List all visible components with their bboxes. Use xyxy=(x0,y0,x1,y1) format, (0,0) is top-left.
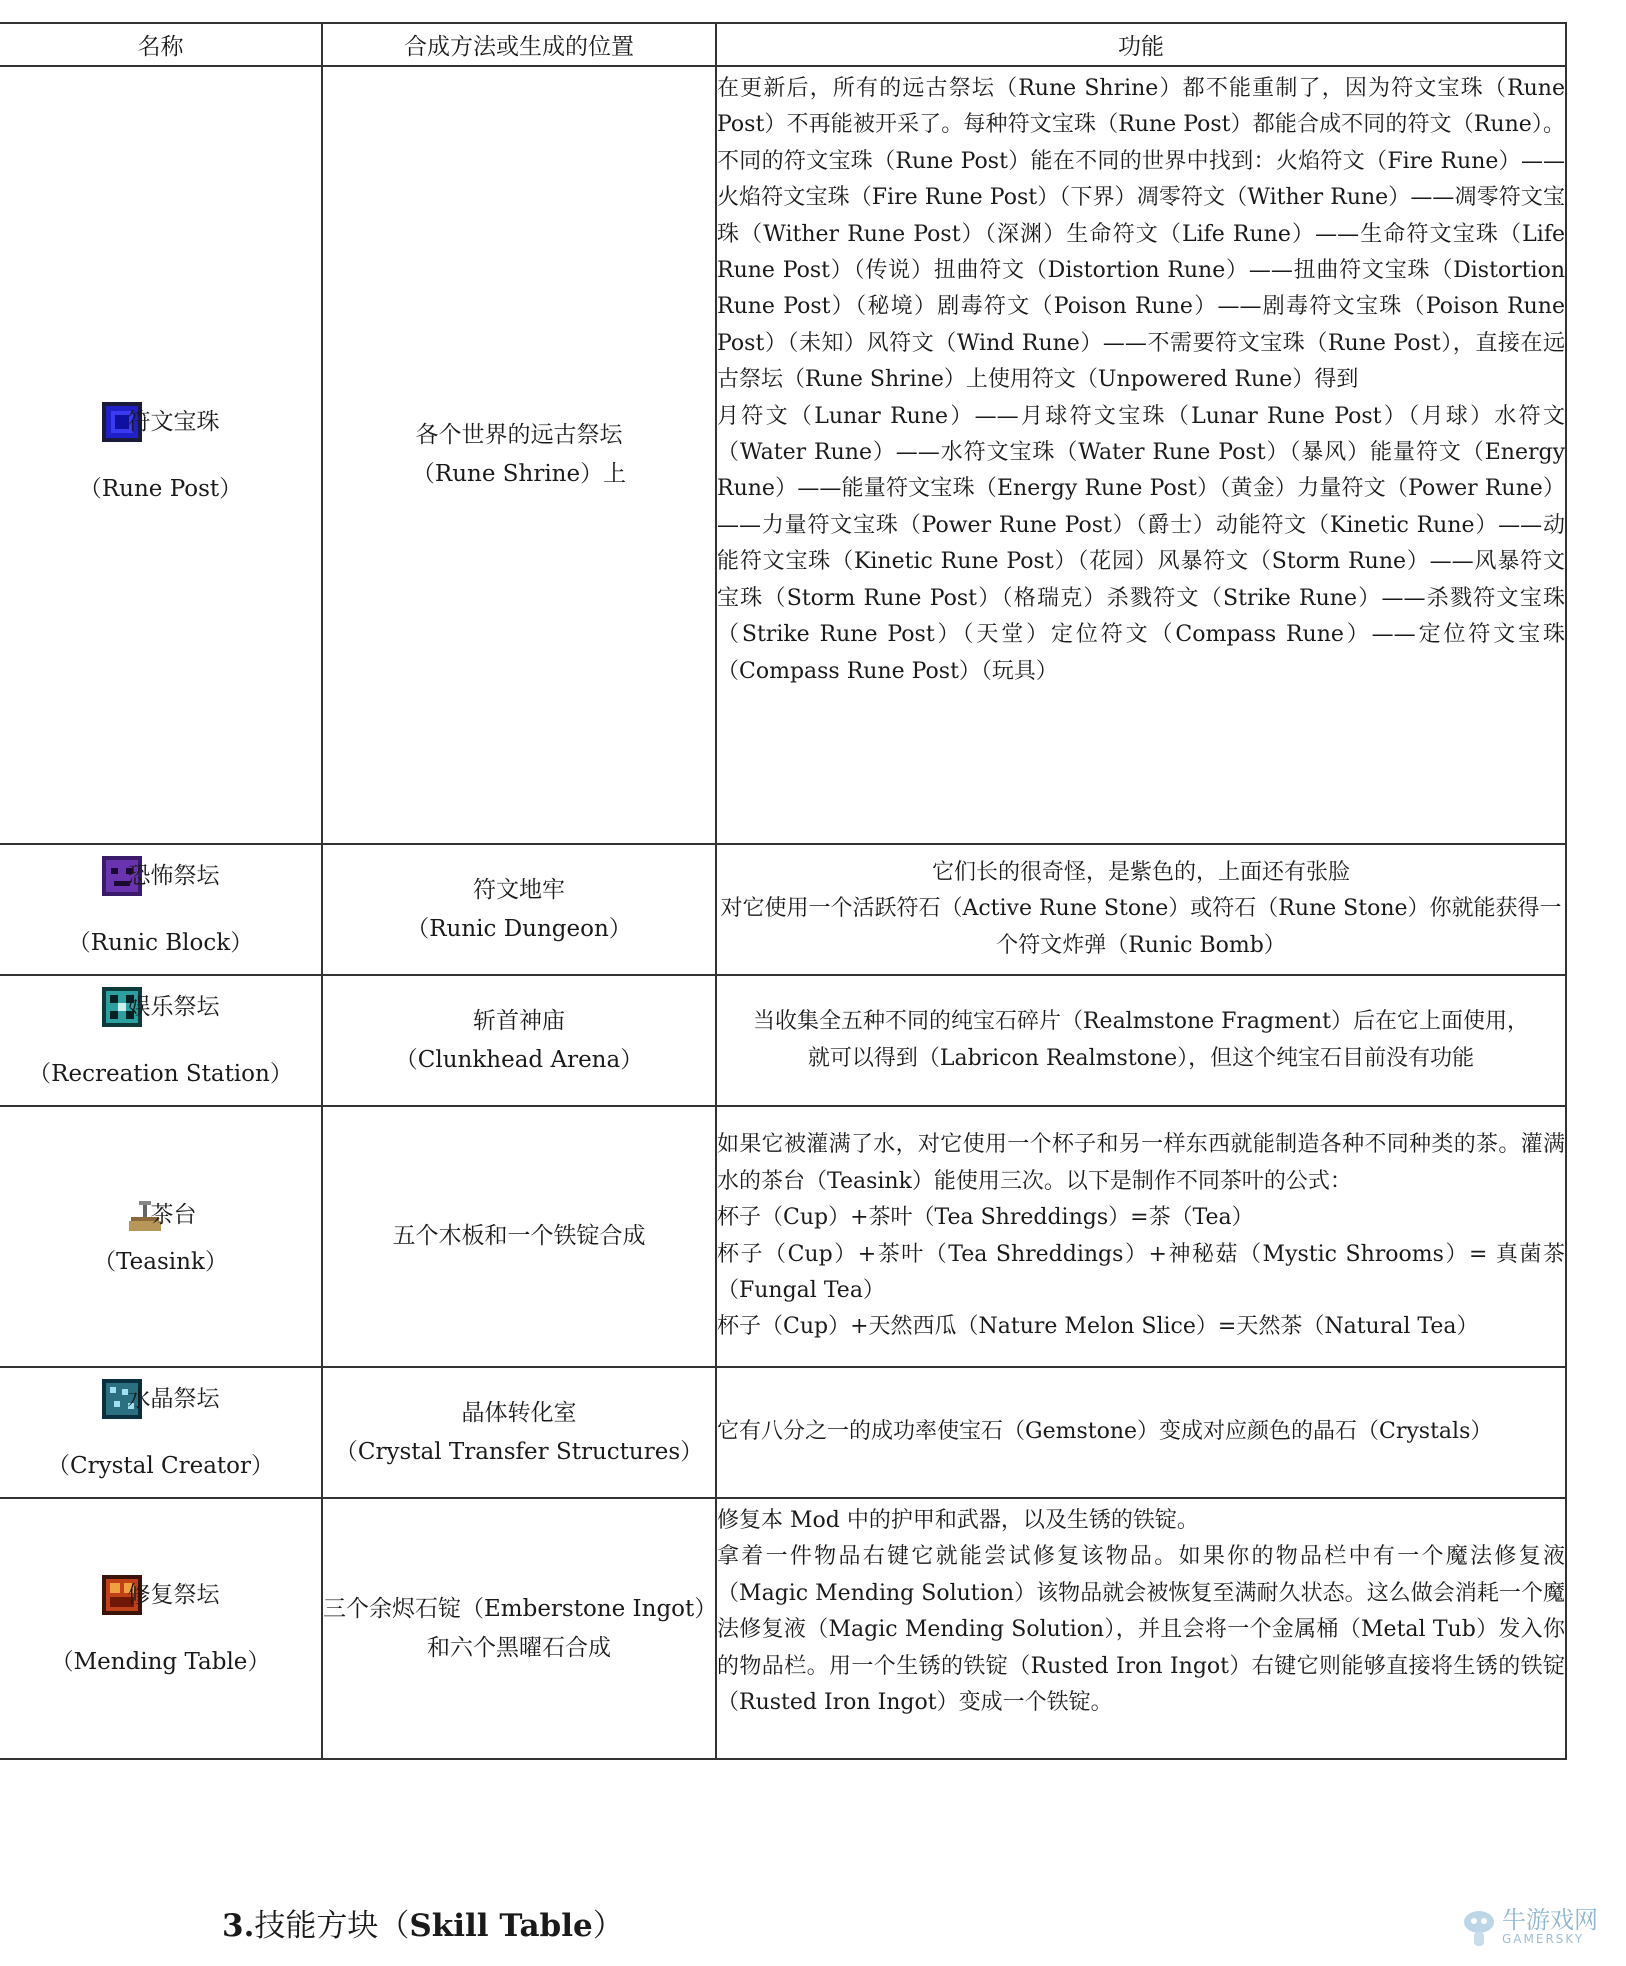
watermark-sub: GAMERSKY xyxy=(1502,1932,1585,1946)
function-cell xyxy=(716,975,1566,1106)
location-line: 三个余烬石锭（Emberstone Ingot） xyxy=(323,1595,718,1622)
location-cell xyxy=(322,844,716,975)
item-name-en: （Mending Table） xyxy=(50,1649,271,1675)
item-name-en: （Crystal Creator） xyxy=(46,1453,274,1479)
name-cell xyxy=(0,1367,322,1498)
section-title-close: ） xyxy=(592,1908,624,1944)
function-text: 杯子（Cup）+茶叶（Tea Shreddings）=茶（Tea） xyxy=(717,1205,1254,1231)
function-text: 杯子（Cup）+天然西瓜（Nature Melon Slice）=天然茶（Natural Tea） xyxy=(717,1314,1479,1340)
name-cell xyxy=(0,1498,322,1759)
location-line: 各个世界的远古祭坛 xyxy=(415,422,623,448)
section-title-en: Skill Table xyxy=(409,1908,593,1944)
function-text: 月符文（Lunar Rune）——月球符文宝珠（Lunar Rune Post）（月球）水符文（Water Rune）——水符文宝珠（Water Rune Post）（暴风）能量符文（Energy Rune）——能量符文宝珠（Energy Rune Post）（黄金）力量符文（Power Rune）——力量符文宝珠（Power Rune Post）（爵士）动能符文（Kinetic Rune）——动能符文宝珠（Kinetic Rune Post）（花园）风暴符文（Storm Rune）——风暴符文宝珠（Storm Rune Post）（格瑞克）杀戮符文（Strike Rune）——杀戮符文宝珠（Strike Rune Post）（天堂）定位符文（Compass Rune）——定位符文宝珠（Compass Rune Post）（玩具） xyxy=(717,403,1565,684)
table-row xyxy=(0,66,1566,844)
location-line: 斩首神庙 xyxy=(473,1007,565,1034)
table-header-row xyxy=(0,23,1566,66)
location-line: 符文地牢 xyxy=(473,876,565,903)
section-heading xyxy=(222,1900,624,1945)
item-name: 茶台 xyxy=(150,1201,197,1228)
header-name: 名称 xyxy=(0,23,322,66)
item-name-en: （Runic Block） xyxy=(67,930,254,956)
function-cell xyxy=(716,1367,1566,1498)
location-line: 五个木板和一个铁锭合成 xyxy=(392,1223,646,1249)
header-function: 功能 xyxy=(716,23,1566,66)
function-text: 如果它被灌满了水，对它使用一个杯子和另一样东西就能制造各种不同种类的茶。灌满水的茶台（Teasink）能使用三次。以下是制作不同茶叶的公式： xyxy=(717,1132,1565,1194)
table-row xyxy=(0,975,1566,1106)
item-name: 娱乐祭坛 xyxy=(127,994,220,1020)
watermark-text: 牛游戏网 xyxy=(1502,1906,1598,1934)
item-name: 恐怖祭坛 xyxy=(127,863,220,889)
function-cell xyxy=(716,844,1566,975)
watermark xyxy=(1454,1898,1604,1960)
function-text: 就可以得到（Labricon Realmstone），但这个纯宝石目前没有功能 xyxy=(807,1045,1475,1071)
item-name-en: （Rune Post） xyxy=(78,475,243,502)
table-row xyxy=(0,1367,1566,1498)
function-text: 当收集全五种不同的纯宝石碎片（Realmstone Fragment）后在它上面使用， xyxy=(752,1009,1530,1035)
table-row xyxy=(0,1498,1566,1759)
function-text: 修复本 Mod 中的护甲和武器，以及生锈的铁锭。 xyxy=(717,1508,1199,1533)
location-line: （Runic Dungeon） xyxy=(406,915,632,942)
section-title: 技能方块（ xyxy=(254,1908,410,1944)
name-cell xyxy=(0,975,322,1106)
item-name-en: （Recreation Station） xyxy=(28,1061,293,1087)
function-text: 拿着一件物品右键它就能尝试修复该物品。如果你的物品栏中有一个魔法修复液（Magic Mending Solution）该物品就会被恢复至满耐久状态。这么做会消耗一个魔法修复液（Magic Mending Solution），并且会将一个金属桶（Metal Tub）发入你的物品栏。用一个生锈的铁锭（Rusted Iron Ingot）右键它则能够直接将生锈的铁锭（Rusted Iron Ingot）变成一个铁锭。 xyxy=(717,1544,1565,1716)
function-cell xyxy=(716,1498,1566,1759)
location-cell xyxy=(322,1106,716,1367)
item-name-en: （Teasink） xyxy=(93,1248,228,1275)
function-text: 它有八分之一的成功率使宝石（Gemstone）变成对应颜色的晶石（Crystals） xyxy=(717,1419,1493,1445)
location-line: 和六个黑曜石合成 xyxy=(427,1634,611,1661)
function-text: 它们长的很奇怪，是紫色的，上面还有张脸 xyxy=(931,859,1350,885)
item-name: 修复祭坛 xyxy=(127,1582,220,1608)
header-location: 合成方法或生成的位置 xyxy=(322,23,716,66)
location-cell xyxy=(322,1367,716,1498)
table-row xyxy=(0,844,1566,975)
location-line: 晶体转化室 xyxy=(461,1399,577,1426)
watermark-logo-icon xyxy=(1460,1906,1498,1950)
function-text: 杯子（Cup）+茶叶（Tea Shreddings）+神秘菇（Mystic Shrooms）= 真菌茶（Fungal Tea） xyxy=(717,1241,1565,1303)
items-table xyxy=(0,22,1567,1760)
item-name: 符文宝珠 xyxy=(127,408,220,435)
name-cell xyxy=(0,844,322,975)
name-cell xyxy=(0,66,322,844)
section-number: 3. xyxy=(222,1908,255,1944)
location-line: （Crystal Transfer Structures） xyxy=(334,1438,704,1465)
function-text: 对它使用一个活跃符石（Active Rune Stone）或符石（Rune Stone）你就能获得一个符文炸弹（Runic Bomb） xyxy=(720,896,1562,958)
location-cell xyxy=(322,975,716,1106)
function-text: 在更新后，所有的远古祭坛（Rune Shrine）都不能重制了，因为符文宝珠（Rune Post）不再能被开采了。每种符文宝珠（Rune Post）都能合成不同的符文（Rune）。不同的符文宝珠（Rune Post）能在不同的世界中找到：火焰符文（Fire Rune）——火焰符文宝珠（Fire Rune Post）（下界）凋零符文（Wither Rune）——凋零符文宝珠（Wither Rune Post）（深渊）生命符文（Life Rune）——生命符文宝珠（Life Rune Post）（传说）扭曲符文（Distortion Rune）——扭曲符文宝珠（Distortion Rune Post）（秘境）剧毒符文（Poison Rune）——剧毒符文宝珠（Poison Rune Post）（未知）风符文（Wind Rune）——不需要符文宝珠（Rune Post），直接在远古祭坛（Rune Shrine）上使用符文（Unpowered Rune）得到 xyxy=(717,76,1565,393)
function-cell xyxy=(716,66,1566,844)
location-cell xyxy=(322,1498,716,1759)
function-cell xyxy=(716,1106,1566,1367)
item-name: 水晶祭坛 xyxy=(127,1386,220,1412)
location-line: （Rune Shrine）上 xyxy=(411,461,627,487)
location-line: （Clunkhead Arena） xyxy=(394,1046,644,1073)
table-row xyxy=(0,1106,1566,1367)
location-cell xyxy=(322,66,716,844)
name-cell xyxy=(0,1106,322,1367)
